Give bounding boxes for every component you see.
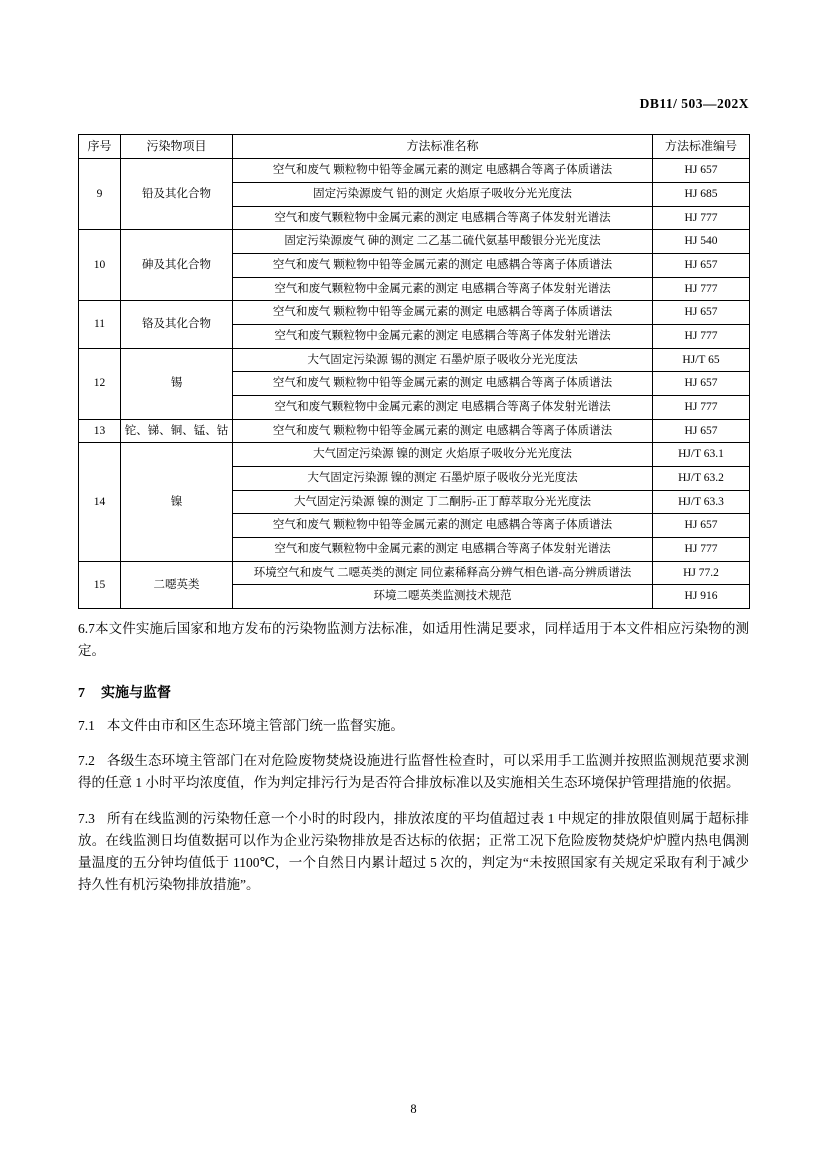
table-row (79, 561, 750, 585)
page-number: 8 (410, 1102, 417, 1116)
cell-no: 12 (79, 348, 121, 419)
table-row (79, 443, 750, 467)
cell-no: 9 (79, 159, 121, 230)
cell-method-name: 固定污染源废气 砷的测定 二乙基二硫代氨基甲酸银分光光度法 (233, 230, 653, 254)
paragraph-6-7-text: 本文件实施后国家和地方发布的污染物监测方法标准，如适用性满足要求，同样适用于本文件相应污染物的测定。 (78, 621, 749, 659)
table-row (79, 419, 750, 443)
cell-pollutant-item: 二噁英类 (121, 561, 233, 608)
page-footer (0, 1102, 827, 1117)
cell-method-code: HJ/T 63.3 (653, 490, 750, 514)
cell-pollutant-item: 锡 (121, 348, 233, 419)
section-7-heading (78, 682, 749, 702)
cell-method-code: HJ 657 (653, 254, 750, 278)
cell-pollutant-item: 铬及其化合物 (121, 301, 233, 348)
cell-method-code: HJ 777 (653, 325, 750, 349)
cell-pollutant-item: 铅及其化合物 (121, 159, 233, 230)
section-7-number: 7 (78, 685, 85, 701)
column-header-no: 序号 (79, 135, 121, 159)
cell-pollutant-item: 铊、锑、铜、锰、钴 (121, 419, 233, 443)
table-row (79, 230, 750, 254)
cell-method-name: 空气和废气 颗粒物中铅等金属元素的测定 电感耦合等离子体质谱法 (233, 159, 653, 183)
cell-no: 13 (79, 419, 121, 443)
cell-method-name: 大气固定污染源 锡的测定 石墨炉原子吸收分光光度法 (233, 348, 653, 372)
cell-method-name: 空气和废气 颗粒物中铅等金属元素的测定 电感耦合等离子体质谱法 (233, 419, 653, 443)
cell-pollutant-item: 镍 (121, 443, 233, 561)
cell-no: 14 (79, 443, 121, 561)
paragraph-7-3 (78, 808, 749, 897)
cell-method-code: HJ 657 (653, 419, 750, 443)
paragraph-7-1 (78, 715, 749, 737)
cell-method-name: 环境空气和废气 二噁英类的测定 同位素稀释高分辨气相色谱-高分辨质谱法 (233, 561, 653, 585)
pollutant-method-table (78, 134, 750, 609)
paragraph-7-3-text: 所有在线监测的污染物任意一个小时的时段内，排放浓度的平均值超过表 1 中规定的排放限值则属于超标排放。在线监测日均值数据可以作为企业污染物排放是否达标的依据；正常工况下危险废物焚烧炉炉膛内热电偶测量温度的五分钟均值低于 1100℃，一个自然日内累计超过 5 次的，判定为“未按照国家有关规定采取有利于减少持久性有机污染物排放措施”。 (78, 810, 749, 893)
cell-method-code: HJ/T 63.1 (653, 443, 750, 467)
cell-method-code: HJ 657 (653, 372, 750, 396)
cell-method-name: 空气和废气颗粒物中金属元素的测定 电感耦合等离子体发射光谱法 (233, 206, 653, 230)
table-header-row (79, 135, 750, 159)
cell-method-name: 大气固定污染源 镍的测定 火焰原子吸收分光光度法 (233, 443, 653, 467)
paragraph-7-2-number: 7.2 (78, 753, 95, 769)
table-row (79, 348, 750, 372)
page-header (78, 96, 749, 112)
cell-method-code: HJ 657 (653, 159, 750, 183)
cell-method-code: HJ 777 (653, 538, 750, 562)
section-7-title: 实施与监督 (101, 685, 171, 701)
cell-method-code: HJ 777 (653, 206, 750, 230)
cell-method-code: HJ 777 (653, 277, 750, 301)
cell-method-name: 空气和废气 颗粒物中铅等金属元素的测定 电感耦合等离子体质谱法 (233, 301, 653, 325)
paragraph-7-3-number: 7.3 (78, 810, 95, 826)
cell-method-code: HJ 77.2 (653, 561, 750, 585)
document-code: DB11/ 503—202X (639, 96, 749, 111)
cell-no: 11 (79, 301, 121, 348)
cell-method-code: HJ/T 63.2 (653, 467, 750, 491)
cell-method-name: 环境二噁英类监测技术规范 (233, 585, 653, 609)
cell-no: 10 (79, 230, 121, 301)
cell-method-name: 固定污染源废气 铅的测定 火焰原子吸收分光光度法 (233, 183, 653, 207)
table-header (79, 135, 750, 159)
cell-pollutant-item: 砷及其化合物 (121, 230, 233, 301)
cell-method-name: 空气和废气颗粒物中金属元素的测定 电感耦合等离子体发射光谱法 (233, 538, 653, 562)
cell-method-code: HJ 657 (653, 514, 750, 538)
cell-method-name: 大气固定污染源 镍的测定 丁二酮肟-正丁醇萃取分光光度法 (233, 490, 653, 514)
column-header-method-code: 方法标准编号 (653, 135, 750, 159)
cell-method-code: HJ/T 65 (653, 348, 750, 372)
cell-method-code: HJ 685 (653, 183, 750, 207)
cell-method-code: HJ 777 (653, 396, 750, 420)
table-row (79, 301, 750, 325)
cell-no: 15 (79, 561, 121, 608)
table-row (79, 159, 750, 183)
paragraph-7-1-text: 本文件由市和区生态环境主管部门统一监督实施。 (106, 717, 404, 733)
cell-method-name: 空气和废气 颗粒物中铅等金属元素的测定 电感耦合等离子体质谱法 (233, 514, 653, 538)
table-body (79, 159, 750, 609)
cell-method-code: HJ 540 (653, 230, 750, 254)
paragraph-7-2-text: 各级生态环境主管部门在对危险废物焚烧设施进行监督性检查时，可以采用手工监测并按照监测规范要求测得的任意 1 小时平均浓度值，作为判定排污行为是否符合排放标准以及实施相关生态环境保护管理措施的依据。 (78, 753, 749, 791)
paragraph-7-2 (78, 750, 749, 795)
cell-method-name: 空气和废气 颗粒物中铅等金属元素的测定 电感耦合等离子体质谱法 (233, 254, 653, 278)
cell-method-name: 空气和废气颗粒物中金属元素的测定 电感耦合等离子体发射光谱法 (233, 396, 653, 420)
cell-method-name: 空气和废气颗粒物中金属元素的测定 电感耦合等离子体发射光谱法 (233, 325, 653, 349)
column-header-method-name: 方法标准名称 (233, 135, 653, 159)
paragraph-7-1-number: 7.1 (78, 717, 95, 733)
cell-method-name: 大气固定污染源 镍的测定 石墨炉原子吸收分光光度法 (233, 467, 653, 491)
cell-method-code: HJ 657 (653, 301, 750, 325)
cell-method-name: 空气和废气 颗粒物中铅等金属元素的测定 电感耦合等离子体质谱法 (233, 372, 653, 396)
cell-method-code: HJ 916 (653, 585, 750, 609)
paragraph-6-7 (78, 618, 749, 662)
cell-method-name: 空气和废气颗粒物中金属元素的测定 电感耦合等离子体发射光谱法 (233, 277, 653, 301)
column-header-item: 污染物项目 (121, 135, 233, 159)
paragraph-6-7-number: 6.7 (78, 621, 95, 637)
